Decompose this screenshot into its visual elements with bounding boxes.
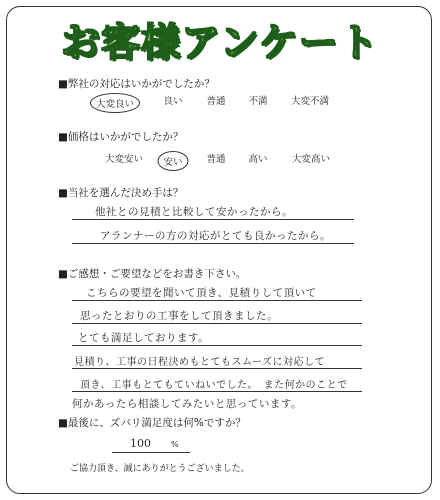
closing-message: ご協力頂き、誠にありがとうございました。 (70, 464, 250, 474)
percent-unit: % (171, 440, 179, 449)
question-satisfaction: ■最後に、ズバリ満足度は何%ですか？ (58, 417, 246, 429)
option-price-normal[interactable]: 普通 (206, 154, 226, 165)
question-feedback: ■ご感想・ご要望などをお書き下さい。 (58, 268, 247, 280)
option-price-cheap[interactable]: 安い (157, 151, 188, 171)
feedback-answer-line: 何かあったら相談してみたいと思っています。 (72, 398, 303, 410)
answer-rule (72, 345, 362, 346)
option-price-very-expensive[interactable]: 大変高い (291, 154, 331, 165)
option-service-very-good[interactable]: 大変良い (90, 93, 140, 113)
option-service-dissatisfied[interactable]: 不満 (248, 96, 268, 107)
answer-rule (72, 300, 362, 301)
options-service (0, 93, 440, 111)
option-price-expensive[interactable]: 高い (248, 154, 268, 165)
answer-rule (72, 243, 354, 244)
option-service-normal[interactable]: 普通 (206, 96, 226, 107)
answer-rule (72, 219, 354, 220)
answer-rule (112, 452, 190, 453)
options-price (0, 151, 440, 169)
answer-rule (72, 368, 362, 369)
satisfaction-answer: 100 (130, 437, 151, 450)
question-service: ■弊社の対応はいかがでしたか？ (58, 78, 215, 90)
deciding-factor-answer-line: アランナーの方の対応がとても良かったから。 (100, 230, 331, 242)
answer-rule (72, 391, 362, 392)
feedback-answer-line: こちらの要望を聞いて頂き、見積りして頂いて (86, 287, 317, 299)
deciding-factor-answer-line: 他社との見積と比較して安かったから。 (95, 206, 293, 218)
option-service-good[interactable]: 良い (163, 96, 183, 107)
question-deciding-factor: ■当社を選んだ決め手は？ (58, 187, 184, 199)
question-price: ■価格はいかがでしたか？ (58, 131, 184, 143)
feedback-answer-line: 見積り、工事の日程決めもとてもスムーズに対応して (74, 357, 325, 368)
survey-title: お客様アンケート (61, 21, 379, 66)
feedback-answer-line: 思ったとおりの工事をして頂きました。 (80, 310, 278, 322)
feedback-answer-line: とても満足しております。 (78, 332, 210, 344)
option-price-very-cheap[interactable]: 大変安い (104, 154, 144, 165)
answer-rule (72, 323, 362, 324)
feedback-answer-line: 頂き、工事もとてもていねいでした。 また何かのことで (80, 380, 348, 391)
option-service-very-dissatisfied[interactable]: 大変不満 (290, 96, 330, 107)
